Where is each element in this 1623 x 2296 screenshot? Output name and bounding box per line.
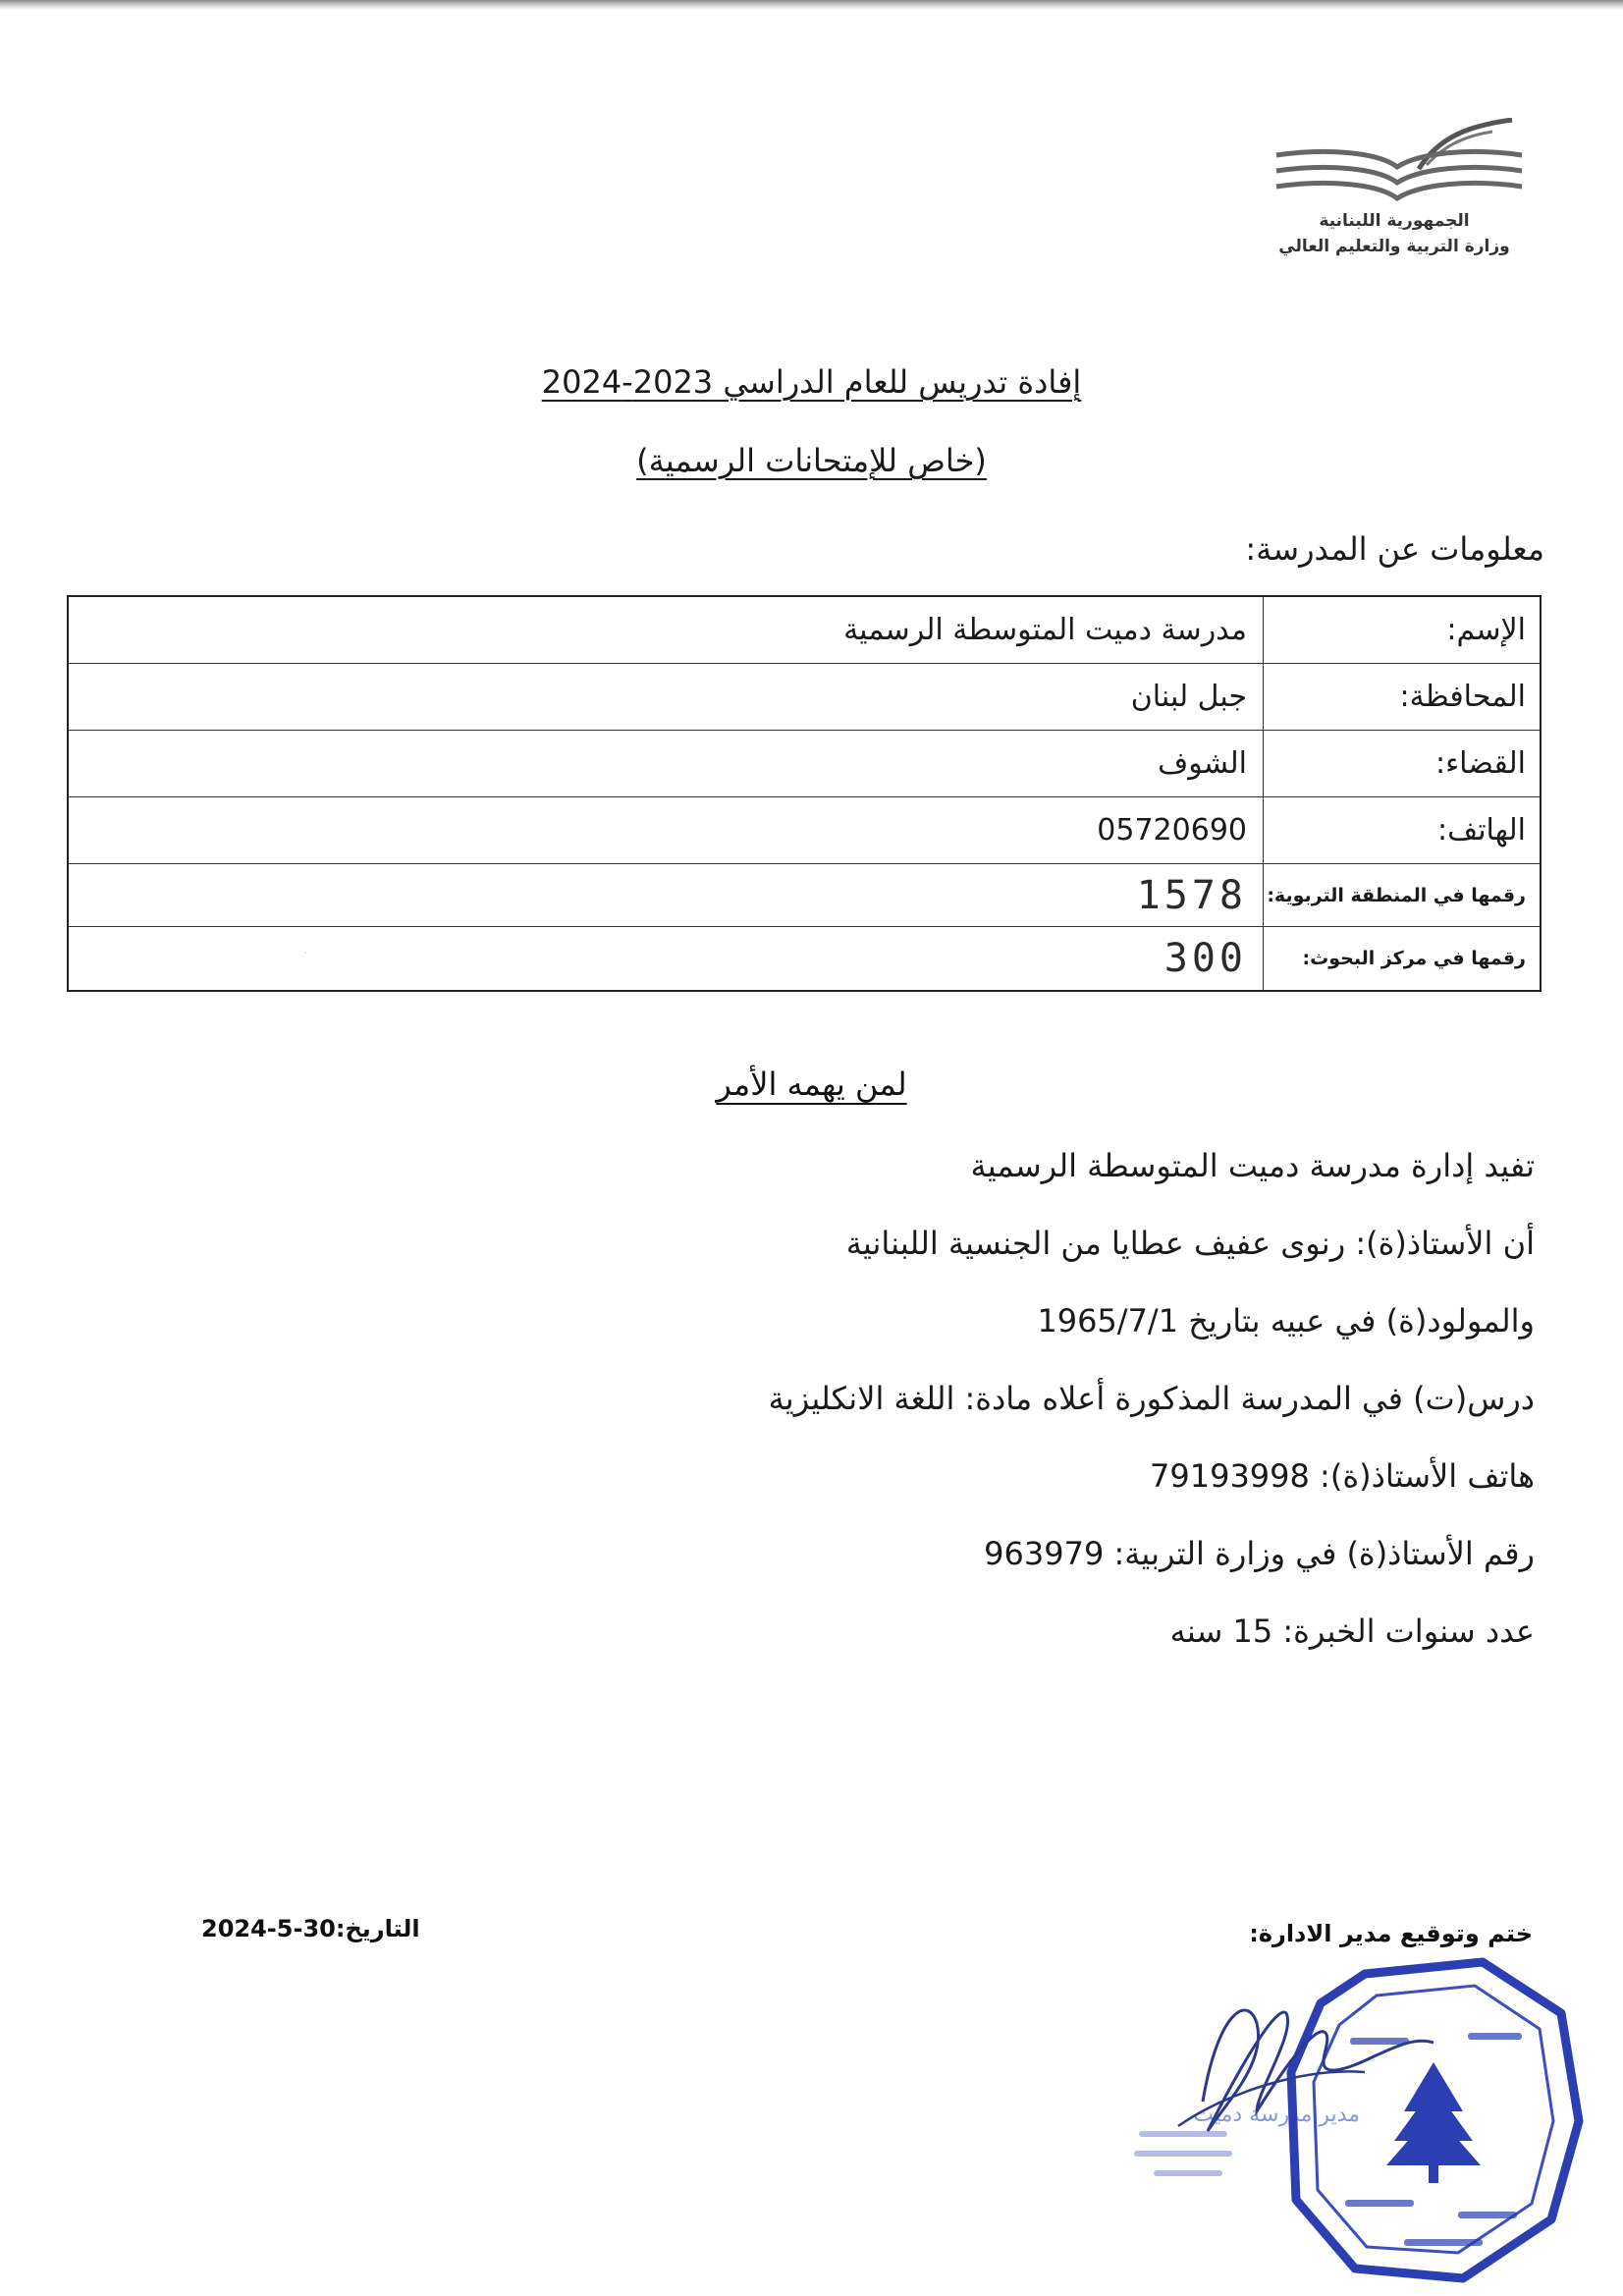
table-row [69,927,1540,990]
stamp-text: مدير مدرسة دميت [1193,2103,1360,2127]
scan-edge [0,0,1623,10]
body-line-ministry-number: رقم الأستاذ(ة) في وزارة التربية: 963979 [984,1535,1535,1572]
republic-name: الجمهورية اللبنانية [1319,211,1470,231]
school-info-table [67,595,1542,992]
school-section-heading: معلومات عن المدرسة: [1245,530,1544,568]
table-row [69,864,1540,927]
document-title [0,363,1623,401]
value-educational-zone-number [69,864,1263,926]
value-phone: 05720690 [1097,813,1247,847]
ministry-name: وزارة التربية والتعليم العالي [1278,237,1510,256]
signature-label: ختم وتوقيع مدير الادارة: [1249,1920,1533,1947]
table-row [69,664,1540,731]
ministry-letterhead [1247,208,1542,259]
educational-zone-number: 1578 [1136,872,1247,918]
document-title-text: إفادة تدريس للعام الدراسي 2023-2024 [541,363,1082,401]
body-line-experience: عدد سنوات الخبرة: 15 سنه [1169,1613,1535,1650]
certificate-body [258,1141,1535,1684]
label-name: الإسم: [1263,597,1540,663]
document-subtitle-text: (خاص للإمتحانات الرسمية) [636,442,987,479]
book-icon [1271,118,1527,206]
addressee-text: لمن يهمه الأمر [716,1066,907,1103]
research-center-number: 300 [1163,936,1247,981]
value-research-center-number [69,927,1263,990]
value-name: مدرسة دميت المتوسطة الرسمية [843,613,1247,647]
official-stamp-icon [1109,1954,1600,2288]
label-educational-zone-number: رقمها في المنطقة التربوية: [1263,864,1540,926]
faint-mark: · [304,949,307,958]
body-line-subject: درس(ت) في المدرسة المذكورة أعلاه مادة: اللغة الانكليزية [768,1380,1535,1417]
label-governorate: المحافظة: [1263,664,1540,730]
addressee [0,1066,1623,1103]
body-line-teacher: أن الأستاذ(ة): رنوى عفيف عطايا من الجنسية اللبنانية [845,1225,1535,1262]
table-row [69,597,1540,664]
document-subtitle [0,442,1623,479]
body-line-birth: والمولود(ة) في عبيه بتاريخ 1965/7/1 [1037,1302,1535,1339]
label-phone: الهاتف: [1263,797,1540,863]
value-district: الشوف [1158,746,1247,781]
value-governorate: جبل لبنان [1130,680,1247,714]
body-line-administration: تفيد إدارة مدرسة دميت المتوسطة الرسمية [970,1147,1535,1184]
body-line-teacher-phone: هاتف الأستاذ(ة): 79193998 [1150,1457,1535,1495]
table-row [69,797,1540,864]
table-row [69,731,1540,797]
label-research-center-number: رقمها في مركز البحوث: [1263,927,1540,990]
label-district: القضاء: [1263,731,1540,796]
date-line: التاريخ:30-5-2024 [201,1915,420,1942]
